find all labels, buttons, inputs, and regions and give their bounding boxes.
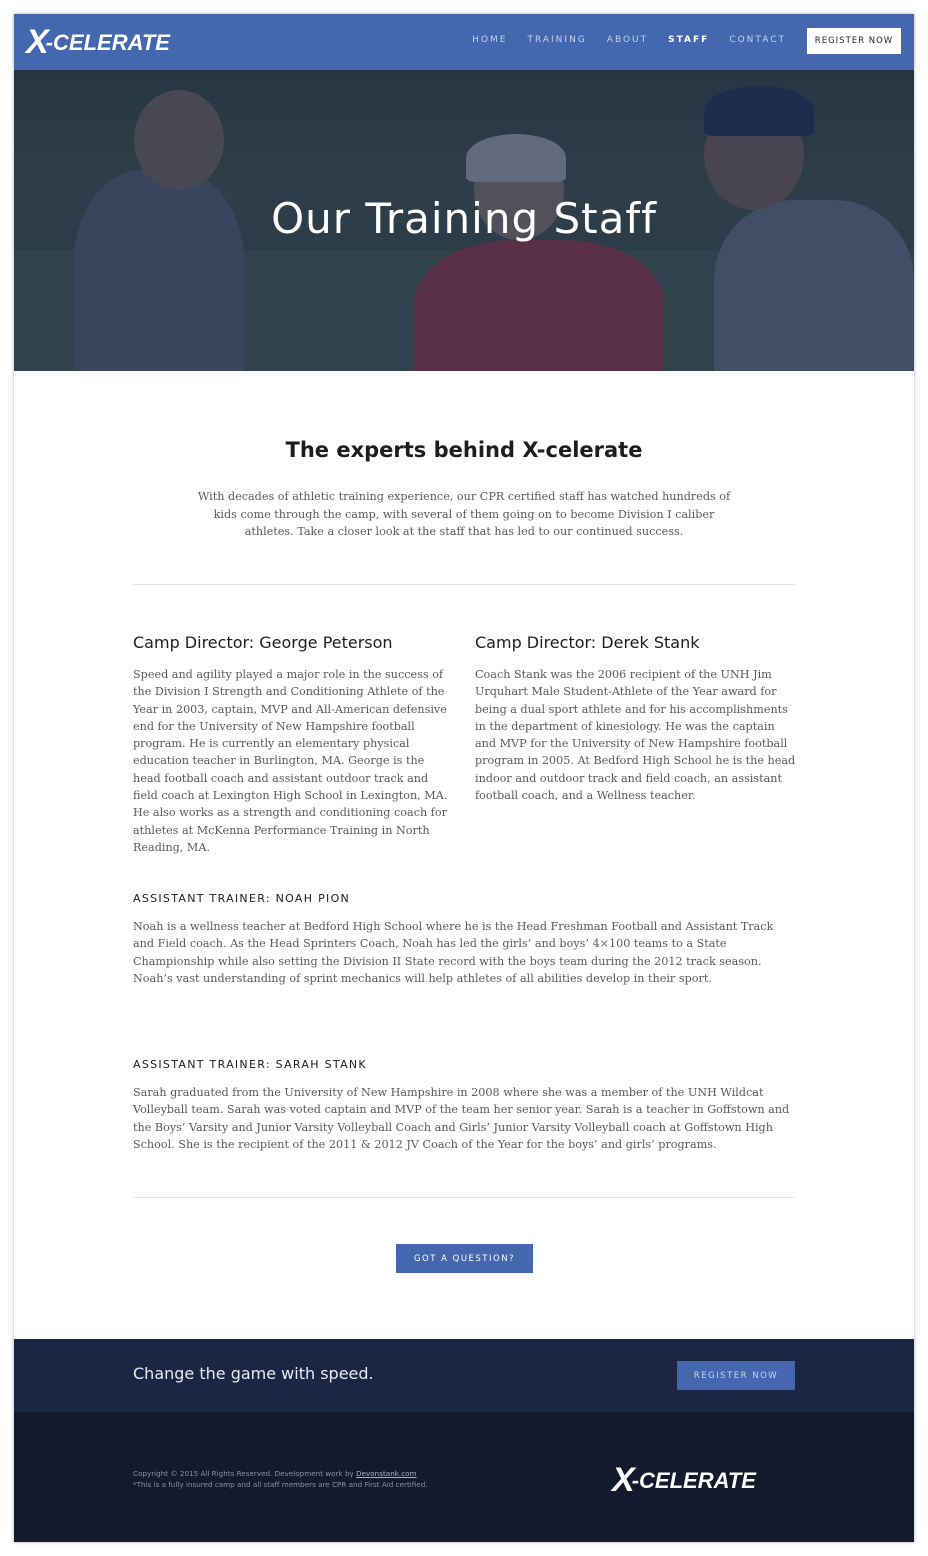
director-bio: Coach Stank was the 2006 recipient of the UNH Jim Urquhart Male Student-Athlete of the Year award for being a dual sport athlete and for his accomplishments in the department of kinesiology. He was the captain and MVP for the University of New Hampshire football program in 2005. At Bedford High School he is the head indoor and outdoor track and field coach, an assistant football coach, and a Wellness teacher. bbox=[475, 668, 796, 803]
got-a-question-button[interactable]: GOT A QUESTION? bbox=[396, 1244, 533, 1273]
director-title: Camp Director: George Peterson bbox=[133, 633, 393, 652]
nav-contact[interactable]: CONTACT bbox=[729, 35, 786, 45]
intro-text: With decades of athletic training experience, our CPR certified staff has watched hundreds of kids come through the camp, with several of them going on to become Division I caliber athletes. Take a closer look at the staff that has led to our continued success. bbox=[197, 490, 731, 538]
assistant-title: ASSISTANT TRAINER: NOAH PION bbox=[133, 892, 351, 905]
divider-top bbox=[133, 584, 795, 585]
developer-link[interactable]: Devonstank.com bbox=[356, 1469, 417, 1478]
assistant-bio: Noah is a wellness teacher at Bedford High School where he is the Head Freshman Football and Assistant Track and Field coach. As the Head Sprinters Coach, Noah has led the girls’ and boys’ 4×100 teams to a State Championship while also setting the Division II State record with the boys team during the 2012 track season. Noah’s vast understanding of sprint mechanics will help athletes of all abilities develop in their sport. bbox=[133, 920, 774, 985]
nav-staff[interactable]: STAFF bbox=[668, 35, 710, 45]
header-register-button[interactable]: REGISTER NOW bbox=[807, 28, 901, 54]
director-title: Camp Director: Derek Stank bbox=[475, 633, 700, 652]
copyright-text: Copyright © 2015 All Rights Reserved. Development work by bbox=[133, 1469, 357, 1478]
divider-bottom bbox=[133, 1197, 795, 1198]
nav-training[interactable]: TRAINING bbox=[527, 35, 587, 45]
site-footer bbox=[14, 1412, 914, 1542]
site-logo[interactable] bbox=[26, 25, 170, 59]
site-header bbox=[14, 14, 914, 70]
main-nav bbox=[472, 35, 786, 45]
footer-logo[interactable] bbox=[612, 1462, 756, 1498]
nav-home[interactable]: HOME bbox=[472, 35, 508, 45]
page-frame bbox=[14, 14, 914, 1542]
insurance-note: *This is a fully insured camp and all staff members are CPR and First Aid certified. bbox=[133, 1480, 428, 1489]
page-title: Our Training Staff bbox=[271, 194, 657, 243]
assistant-title: ASSISTANT TRAINER: SARAH STANK bbox=[133, 1058, 367, 1071]
nav-about[interactable]: ABOUT bbox=[606, 35, 649, 45]
logo-x-mark: X bbox=[26, 23, 48, 61]
cta-tagline: Change the game with speed. bbox=[133, 1364, 374, 1383]
intro-heading: The experts behind X-celerate bbox=[285, 438, 643, 462]
footer-logo-x-mark: X bbox=[612, 1461, 634, 1499]
footer-logo-wordmark: -CELERATE bbox=[631, 1468, 756, 1493]
logo-wordmark: -CELERATE bbox=[45, 30, 170, 55]
cta-register-button[interactable]: REGISTER NOW bbox=[677, 1361, 795, 1390]
director-card-george bbox=[133, 633, 455, 856]
assistant-bio: Sarah graduated from the University of New Hampshire in 2008 where she was a member of the UNH Wildcat Volleyball team. Sarah was voted captain and MVP of the team her senior year. Sarah is a teacher in Goffstown and the Boys’ Varsity and Junior Varsity Volleyball Coach and Girls’ Junior Varsity Volleyball coach at Goffstown High School. She is the recipient of the 2011 & 2012 JV Coach of the Year for the boys’ and girls’ programs. bbox=[133, 1086, 790, 1151]
assistant-card-sarah bbox=[133, 1058, 795, 1153]
director-bio: Speed and agility played a major role in the success of the Division I Strength and Conditioning Athlete of the Year in 2003, captain, MVP and All-American defensive end for the University of New Hampshire football program. He is currently an elementary physical education teacher in Burlington, MA. George is the head football coach and assistant outdoor track and field coach at Lexington High School in Lexington, MA. He also works as a strength and conditioning coach for athletes at McKenna Performance Training in North Reading, MA. bbox=[133, 668, 448, 854]
director-card-derek bbox=[475, 633, 797, 804]
assistant-card-noah bbox=[133, 892, 795, 987]
footer-copyright bbox=[133, 1468, 428, 1490]
cta-band bbox=[14, 1339, 914, 1412]
hero-banner bbox=[14, 70, 914, 371]
